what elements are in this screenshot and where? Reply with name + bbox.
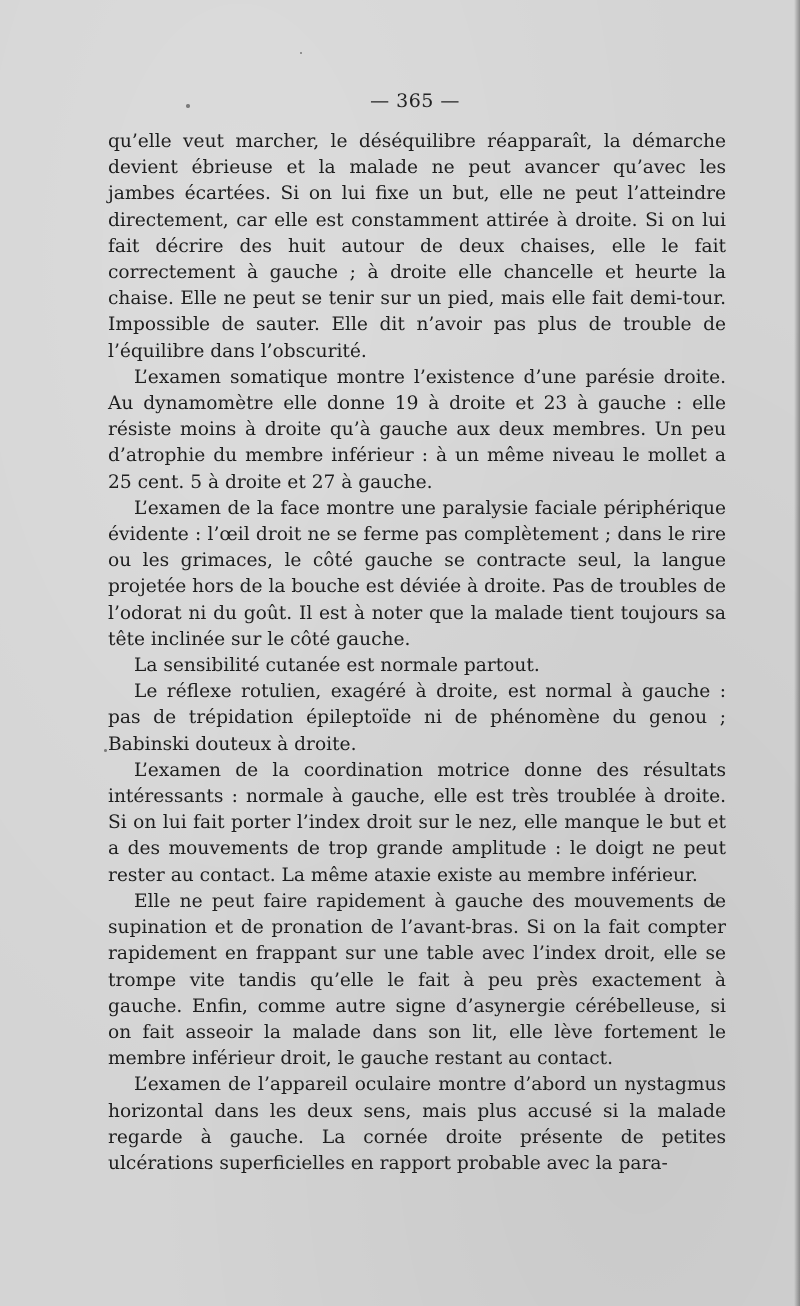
paragraph-face-exam: L’examen de la face montre une paralysie faciale périphérique évidente : l’œil droit ne se ferme pas complètement ; dans le rire ou les grimaces, le côté gauche se contracte seul, la langue projetée hors de la bouche est déviée à droite. Pas de troubles de l’odorat ni du goût. Il est à noter que la malade tient toujours sa tête inclinée sur le côté gauche. bbox=[108, 497, 726, 650]
paper-speck bbox=[104, 749, 107, 752]
paragraph-ocular-exam: L’examen de l’appareil oculaire montre d’abord un nystagmus horizontal dans les deux sens, mais plus accusé si la malade regarde à gauche. La cornée droite présente de petites ulcérations superficielles en rapport probable avec la para- bbox=[108, 1074, 726, 1174]
paragraph-sensibility: La sensibilité cutanée est normale partout. bbox=[134, 655, 540, 677]
paragraph-reflexes: Le réflexe rotulien, exagéré à droite, est normal à gauche : pas de trépidation épileptoïde ni de phénomène du genou ; Babinski douteux à droite. bbox=[108, 681, 726, 755]
paragraph-coordination: L’examen de la coordination motrice donne des résultats intéressants : normale à gauche, elle est très troublée à droite. Si on lui fait porter l’index droit sur le nez, elle manque le but et a des mouvements de trop grande amplitude : le doigt ne peut rester au contact. La même ataxie existe au membre inférieur. bbox=[108, 759, 726, 886]
page-edge-shadow bbox=[794, 0, 800, 1306]
paper-speck bbox=[300, 52, 302, 54]
page-number: — 365 — bbox=[370, 90, 460, 112]
body-text bbox=[108, 129, 726, 1177]
paragraph-asynergy: Elle ne peut faire rapidement à gauche des mouvements de supination et de pronation de l’avant-bras. Si on la fait compter rapidement en frappant sur une table avec l’index droit, elle se trompe vite tandis qu’elle le fait à peu près exactement à gauche. Enfin, comme autre signe d’asynergie cérébelleuse, si on fait asseoir la malade dans son lit, elle lève fortement le membre inférieur droit, le gauche restant au contact. bbox=[108, 890, 726, 1070]
paragraph-somatic-exam: L’examen somatique montre l’existence d’une parésie droite. Au dynamomètre elle donne 19 à droite et 23 à gauche : elle résiste moins à droite qu’à gauche aux deux membres. Un peu d’atrophie du membre inférieur : à un même niveau le mollet a 25 cent. 5 à droite et 27 à gauche. bbox=[108, 366, 726, 493]
paper-speck bbox=[186, 104, 190, 108]
paragraph-equilibrium: qu’elle veut marcher, le déséquilibre réapparaît, la démarche devient ébrieuse et la malade ne peut avancer qu’avec les jambes écartées. Si on lui fixe un but, elle ne peut l’atteindre directement, car elle est constamment attirée à droite. Si on lui fait décrire des huit autour de deux chaises, elle le fait correctement à gauche ; à droite elle chancelle et heurte la chaise. Elle ne peut se tenir sur un pied, mais elle fait demi-tour. Impossible de sauter. Elle dit n’avoir pas plus de trouble de l’équilibre dans l’obscurité. bbox=[108, 131, 726, 362]
